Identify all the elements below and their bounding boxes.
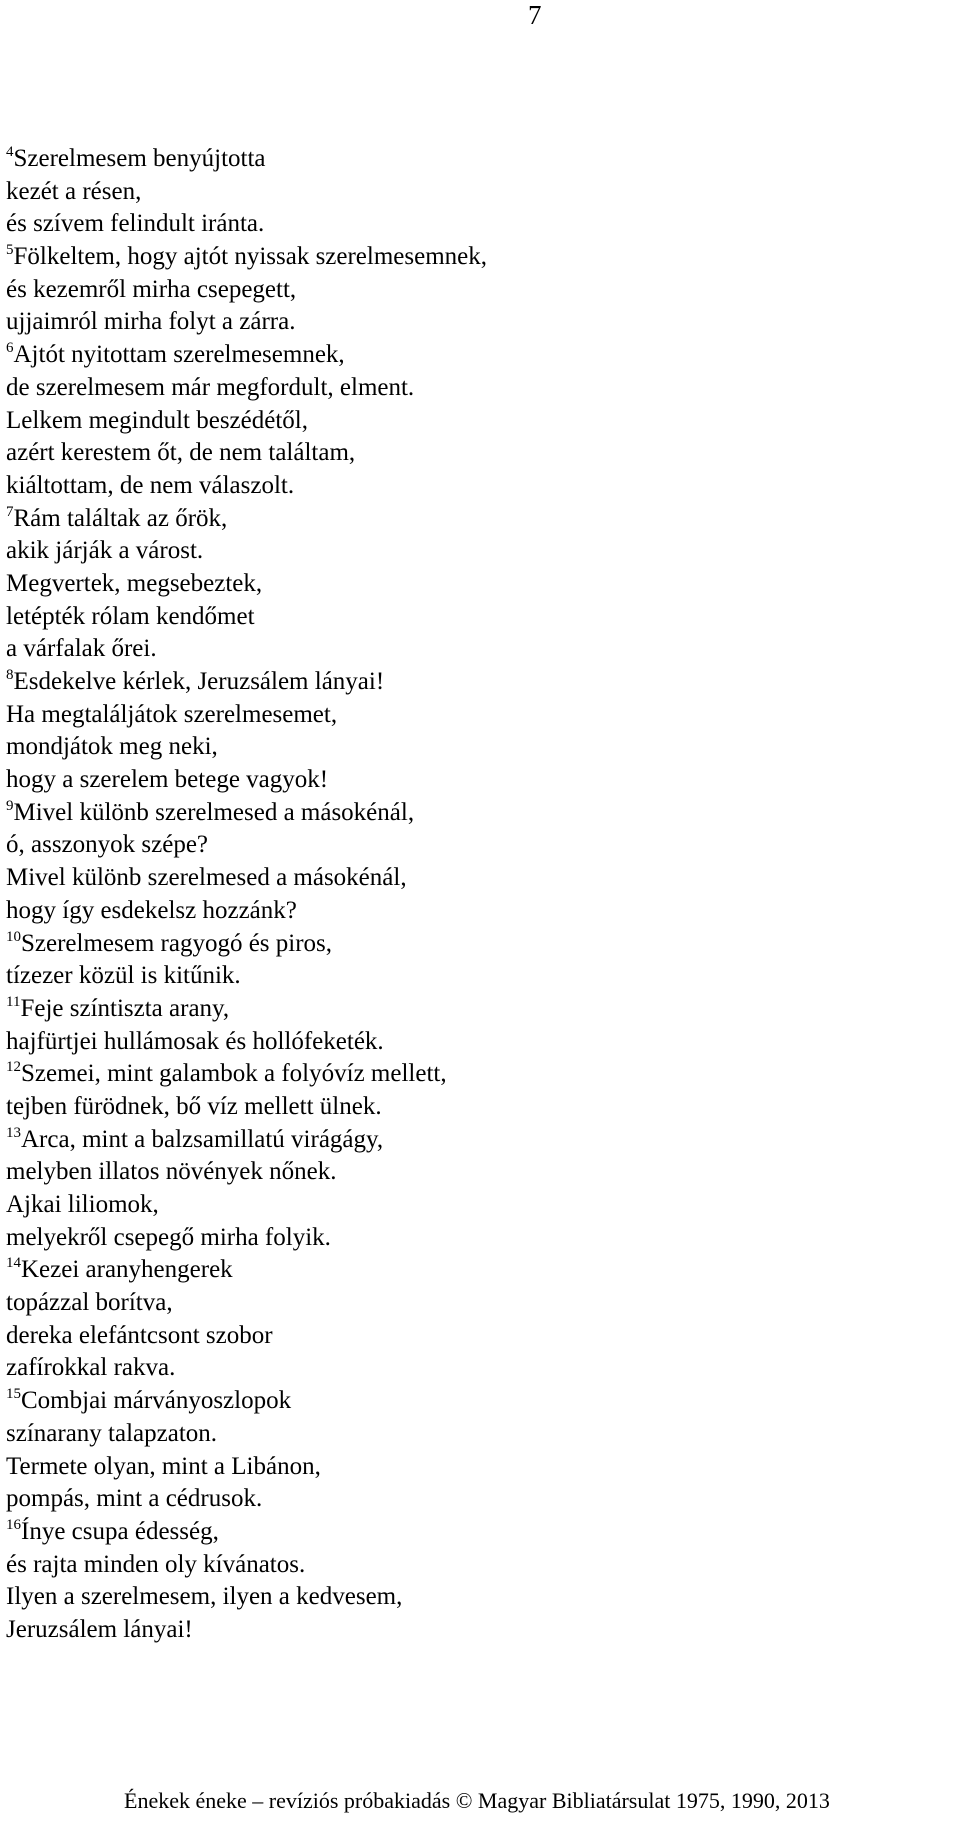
poem-line-text: topázzal borítva,: [6, 1289, 173, 1317]
verse-number: 12: [6, 1059, 21, 1076]
verse-number: 9: [6, 797, 14, 814]
poem-line-text: a várfalak őrei.: [6, 635, 157, 663]
poem-line-text: Arca, mint a balzsamillatú virágágy,: [21, 1125, 384, 1153]
poem-line: [6, 1451, 487, 1484]
poem-line: [6, 666, 487, 699]
poem-line-text: ujjaimról mirha folyt a zárra.: [6, 308, 296, 336]
poem-line: [6, 1483, 487, 1516]
poem-line: [6, 241, 487, 274]
poem-line-text: és rajta minden oly kívánatos.: [6, 1550, 306, 1578]
poem-line: [6, 405, 487, 438]
poem-line: [6, 1614, 487, 1647]
poem-line: [6, 1058, 487, 1091]
poem-line-text: zafírokkal rakva.: [6, 1354, 176, 1382]
poem-line: [6, 601, 487, 634]
poem-line: [6, 176, 487, 209]
poem-line-text: Szerelmesem ragyogó és piros,: [21, 929, 333, 957]
poem-line-text: Termete olyan, mint a Libánon,: [6, 1452, 321, 1480]
poem-line-text: Ínye csupa édesség,: [21, 1517, 219, 1545]
poem-line: [6, 1124, 487, 1157]
poem-line-text: Combjai márványoszlopok: [21, 1387, 292, 1415]
poem-line-text: tejben fürödnek, bő víz mellett ülnek.: [6, 1092, 382, 1120]
poem-line-text: Jeruzsálem lányai!: [6, 1615, 193, 1643]
poem-line-text: melyben illatos növények nőnek.: [6, 1158, 337, 1186]
poem-line-text: hogy a szerelem betege vagyok!: [6, 766, 329, 794]
poem-line-text: Rám találtak az őrök,: [13, 504, 228, 532]
poem-line-text: Lelkem megindult beszédétől,: [6, 406, 308, 434]
verse-number: 15: [6, 1386, 21, 1403]
poem-line: [6, 143, 487, 176]
poem-line: [6, 928, 487, 961]
poem-line-text: letépték rólam kendőmet: [6, 602, 255, 630]
poem-line: [6, 339, 487, 372]
verse-number: 6: [6, 340, 14, 357]
poem-line: [6, 1026, 487, 1059]
poem-line: [6, 568, 487, 601]
verse-number: 11: [6, 993, 21, 1010]
poem-line-text: Ajtót nyitottam szerelmesemnek,: [13, 341, 345, 369]
poem-line-text: Ilyen a szerelmesem, ilyen a kedvesem,: [6, 1583, 403, 1611]
poem-line-text: Fölkeltem, hogy ajtót nyissak szerelmesemnek,: [13, 243, 488, 271]
poem-line-text: Esdekelve kérlek, Jeruzsálem lányai!: [13, 668, 385, 695]
poem-line-text: Megvertek, megsebeztek,: [6, 569, 263, 597]
poem-line: [6, 503, 487, 536]
poem-line: [6, 993, 487, 1026]
poem-line-text: akik járják a várost.: [6, 537, 204, 565]
poem-line-text: és szívem felindult iránta.: [6, 210, 265, 238]
poem-line: [6, 470, 487, 503]
poem-line: [6, 535, 487, 568]
poem-line-text: Szerelmesem benyújtotta: [13, 145, 266, 172]
poem-line: [6, 1385, 487, 1418]
poem-line-text: mondjátok meg neki,: [6, 733, 218, 761]
poem-line-text: hogy így esdekelsz hozzánk?: [6, 896, 297, 924]
poem-line: [6, 1156, 487, 1189]
poem-line-text: Szemei, mint galambok a folyóvíz mellett,: [21, 1060, 447, 1088]
poem-line-text: Ha megtaláljátok szerelmesemet,: [6, 700, 338, 728]
verse-number: 13: [6, 1124, 21, 1141]
poem-line: [6, 1549, 487, 1582]
poem-line-text: színarany talapzaton.: [6, 1419, 218, 1447]
poem-line: [6, 372, 487, 405]
poem-line: [6, 208, 487, 241]
verse-number: 4: [6, 144, 14, 160]
poem-line-text: Feje színtiszta arany,: [20, 994, 230, 1022]
poem-line-text: melyekről csepegő mirha folyik.: [6, 1223, 331, 1251]
poem-line: [6, 1320, 487, 1353]
poem-line-text: Ajkai liliomok,: [6, 1191, 159, 1218]
poem-line-text: pompás, mint a cédrusok.: [6, 1485, 263, 1513]
poem-line-text: azért kerestem őt, de nem találtam,: [6, 439, 356, 467]
poem-line-text: és kezemről mirha csepegett,: [6, 275, 297, 303]
poem-line: [6, 1352, 487, 1385]
poem-line-text: ó, asszonyok szépe?: [6, 831, 209, 859]
page-footer: Énekek éneke – revíziós próbakiadás © Magyar Bibliatársulat 1975, 1990, 2013: [124, 1788, 830, 1813]
poem-text: [6, 143, 487, 1647]
verse-number: 10: [6, 928, 21, 945]
verse-number: 5: [6, 242, 14, 259]
poem-line: [6, 1222, 487, 1255]
poem-line: [6, 731, 487, 764]
poem-line-text: Mivel különb szerelmesed a másokénál,: [6, 864, 407, 892]
verse-number: 14: [6, 1255, 21, 1272]
poem-line-text: Kezei aranyhengerek: [21, 1256, 233, 1284]
poem-line: [6, 1189, 487, 1222]
poem-line: [6, 1091, 487, 1124]
page-number: 7: [528, 0, 542, 30]
poem-line: [6, 797, 487, 830]
poem-line: [6, 1516, 487, 1549]
poem-line-text: dereka elefántcsont szobor: [6, 1321, 273, 1349]
poem-line: [6, 437, 487, 470]
poem-line: [6, 633, 487, 666]
verse-number: 8: [6, 667, 14, 683]
poem-line-text: kezét a résen,: [6, 177, 142, 205]
poem-line: [6, 1287, 487, 1320]
poem-line: [6, 764, 487, 797]
verse-number: 7: [6, 503, 14, 520]
poem-line: [6, 1418, 487, 1451]
poem-line: [6, 1254, 487, 1287]
poem-line: [6, 960, 487, 993]
poem-line: [6, 829, 487, 862]
poem-line-text: tízezer közül is kitűnik.: [6, 962, 241, 990]
poem-line: [6, 1581, 487, 1614]
poem-line-text: de szerelmesem már megfordult, elment.: [6, 373, 415, 401]
verse-number: 16: [6, 1516, 21, 1533]
poem-line-text: kiáltottam, de nem válaszolt.: [6, 471, 295, 499]
poem-line: [6, 306, 487, 339]
poem-line: [6, 274, 487, 307]
poem-line-text: Mivel különb szerelmesed a másokénál,: [13, 798, 415, 826]
poem-line: [6, 699, 487, 732]
poem-line-text: hajfürtjei hullámosak és hollófeketék.: [6, 1027, 384, 1055]
poem-line: [6, 895, 487, 928]
poem-line: [6, 862, 487, 895]
